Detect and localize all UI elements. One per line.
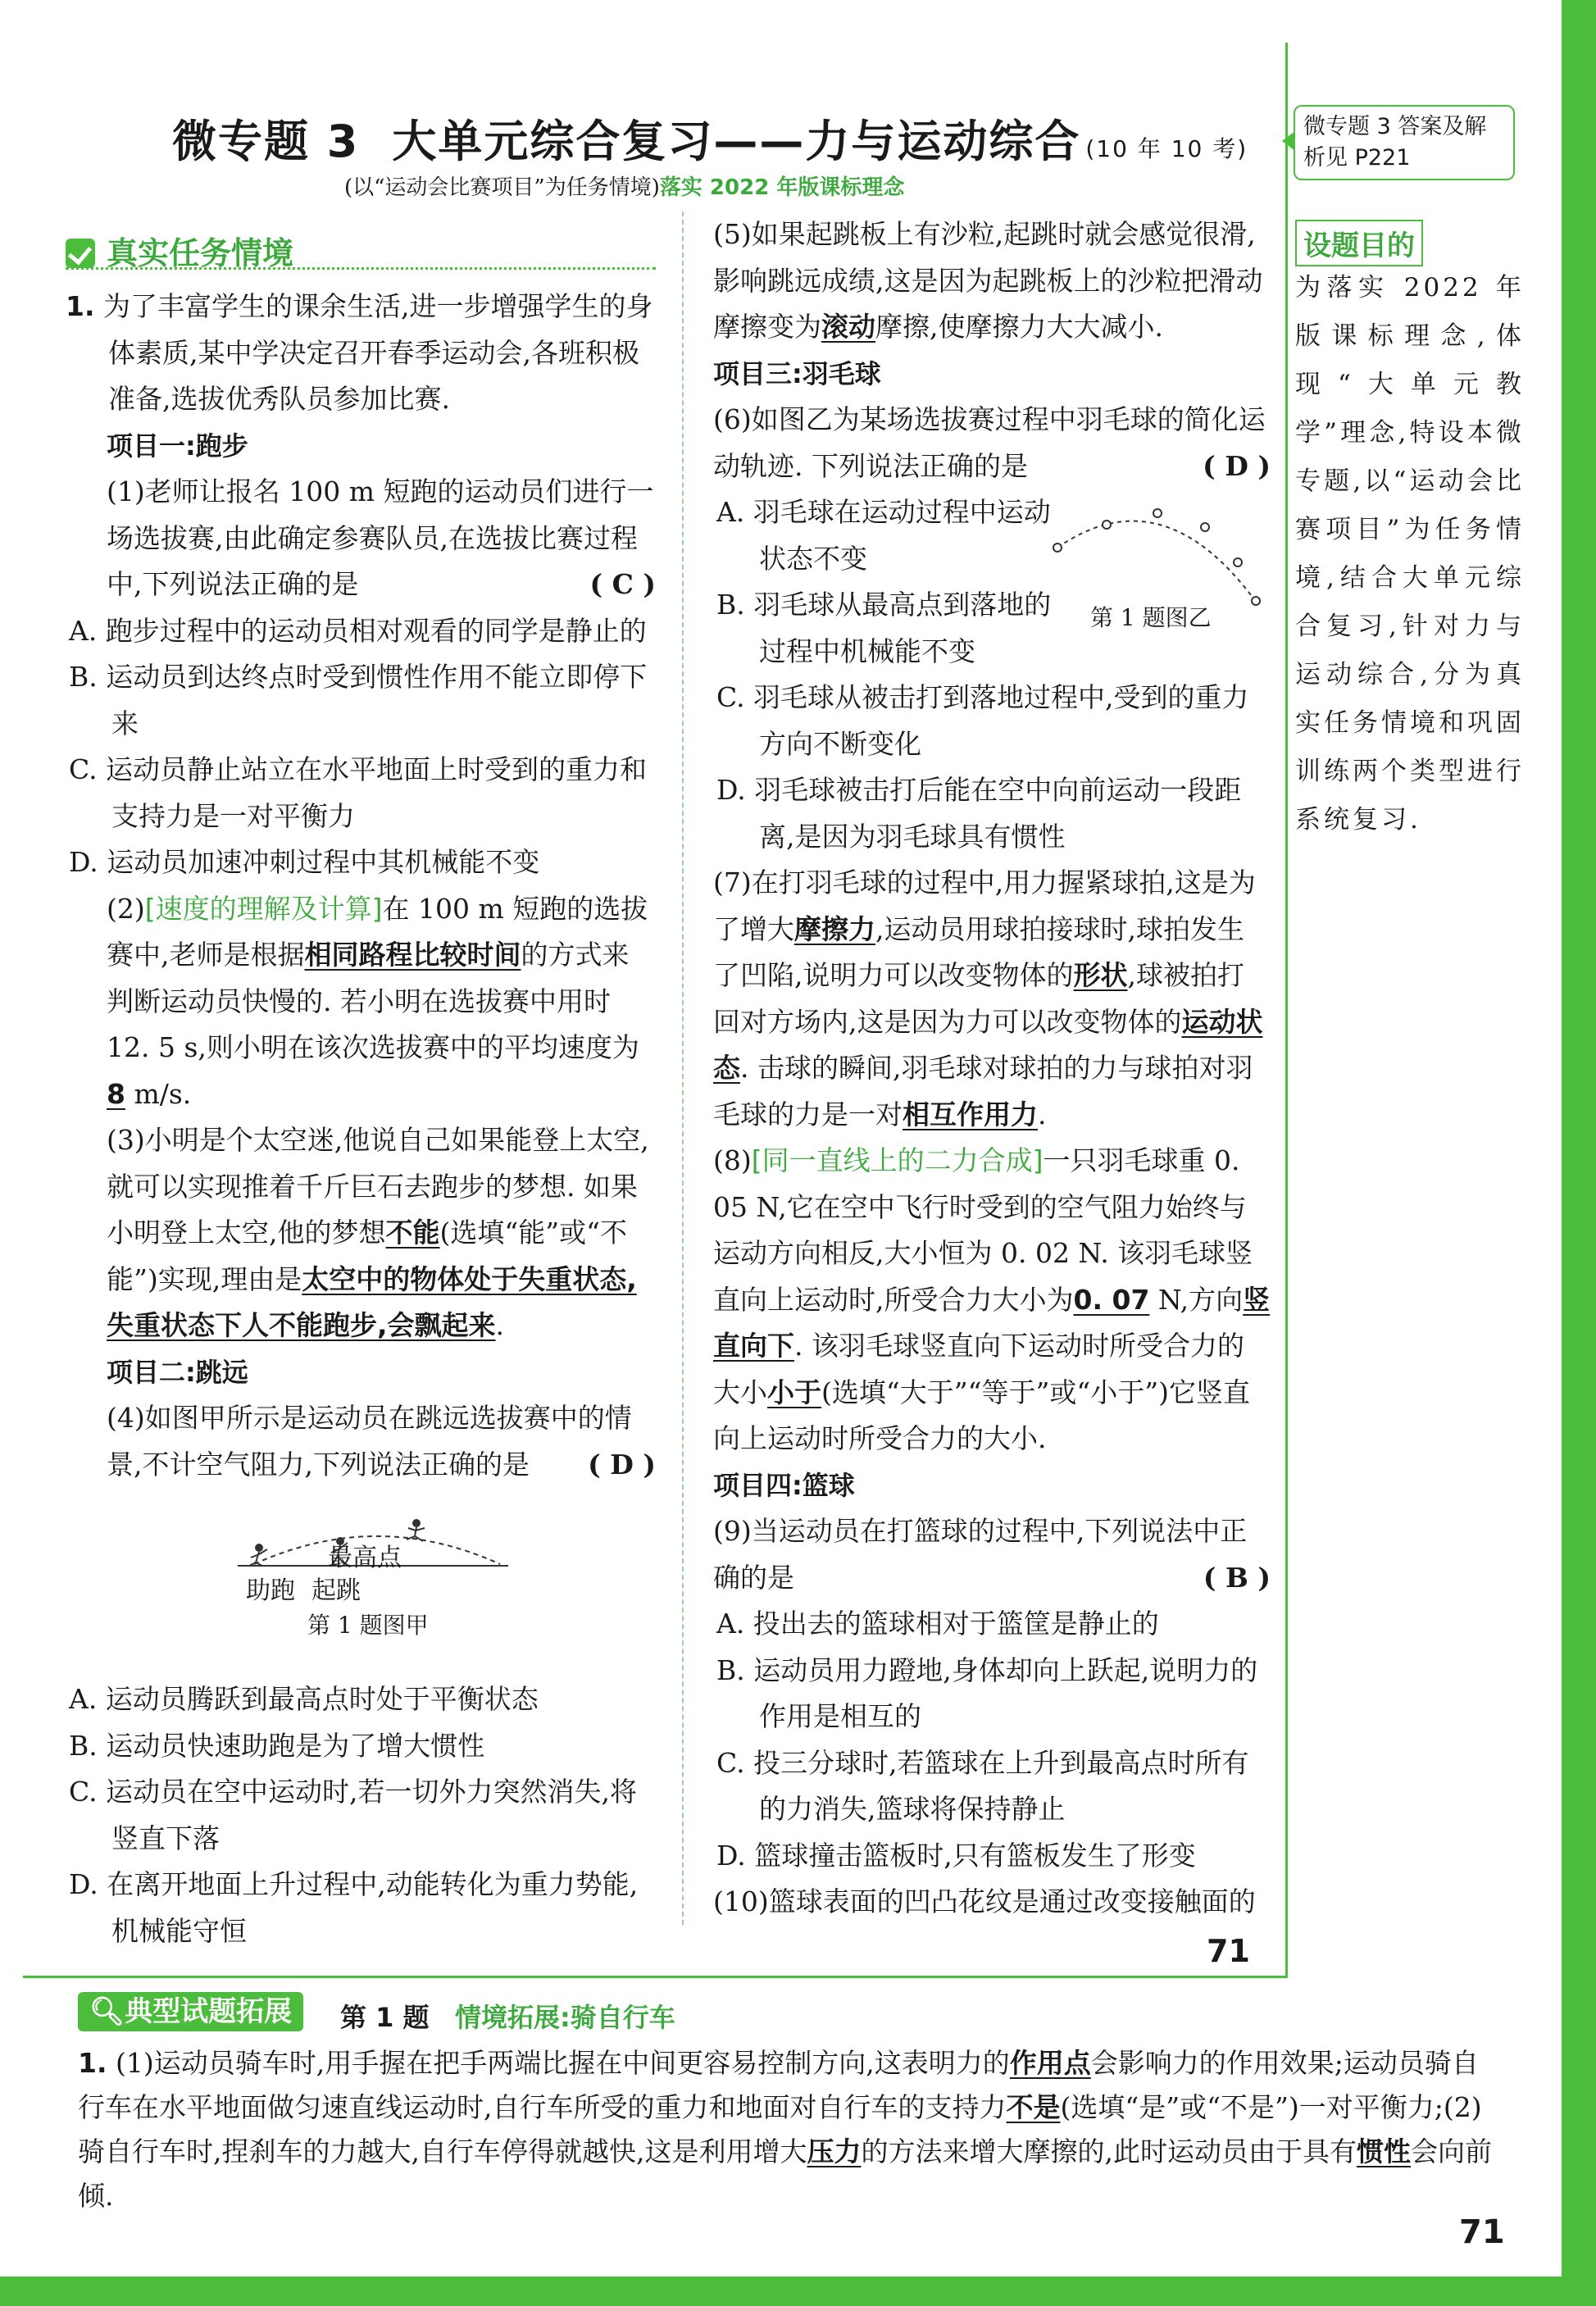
p4-answer: ( D ) <box>588 1448 656 1480</box>
ext-fill-4: 惯性 <box>1356 2135 1411 2167</box>
project-2-heading: 项目二:跳远 <box>107 1356 248 1388</box>
p5 <box>713 211 1271 351</box>
p2-tag: [速度的理解及计算] <box>144 892 383 925</box>
p9-option-a: A. 投出去的篮球相对于篮筐是静止的 <box>716 1608 1159 1640</box>
page-top-margin <box>0 0 1596 48</box>
p9-option-d: D. 篮球撞击篮板时,只有篮板发生了形变 <box>716 1839 1196 1872</box>
p8-fill-1: 0. 07 <box>1073 1283 1150 1316</box>
ext-text-c: (选填“是”或“不是”)一对平衡力;(2)骑自行车时,捏刹车的力越大,自行车停得就越快,这是利用增大 <box>78 2091 1482 2167</box>
ext-text-d: 的方法来增大摩擦的,此时运动员由于具有 <box>861 2135 1357 2167</box>
figure-1-caption: 第 1 题图甲 <box>307 1612 429 1639</box>
p3-fill-2: 太空中的物体处于失重状态,失重状态下人不能跑步,会飘起来 <box>107 1262 637 1341</box>
p2 <box>66 886 656 1118</box>
p5-text-a: (5)如果起跳板上有沙粒,起跳时就会感觉很滑,影响跳远成绩,这是因为起跳板上的沙粒把滑动摩擦变为 <box>713 218 1263 343</box>
extension-heading-text: 典型试题拓展 <box>125 1995 293 2028</box>
p9-stem <box>713 1508 1271 1601</box>
p7-fill-3: 运动状态 <box>713 1005 1263 1084</box>
p7-fill-2: 形状 <box>1073 959 1128 991</box>
extension-heading: 🔍︎典型试题拓展 <box>78 1992 303 2031</box>
p6-option-b: B. 羽毛球从最高点到落地的过程中机械能不变 <box>716 589 1052 667</box>
p2-text-c: m/s. <box>125 1077 192 1110</box>
design-purpose-heading: 设题目的 <box>1295 220 1423 266</box>
page-subtitle <box>344 171 904 201</box>
figure-2-caption: 第 1 题图乙 <box>1090 604 1212 630</box>
ext-fill-3: 压力 <box>807 2135 862 2167</box>
ext-text-e: 会向前倾. <box>78 2135 1492 2212</box>
p3-text-b: (选填“能”或“不能”)实现,理由是 <box>107 1217 627 1295</box>
p8 <box>713 1138 1271 1462</box>
page-number-bottom: 71 <box>1459 2213 1505 2251</box>
p2-fill-2: 8 <box>107 1077 125 1110</box>
p1-option-d: D. 运动员加速冲刺过程中其机械能不变 <box>69 846 540 878</box>
label-runup: 助跑 <box>246 1576 295 1605</box>
p6-stem-text: (6)如图乙为某场选拔赛过程中羽毛球的简化运动轨迹. 下列说法正确的是 <box>713 403 1266 482</box>
p6-option-d: D. 羽毛球被击打后能在空中向前运动一段距离,是因为羽毛球具有惯性 <box>716 774 1242 853</box>
column-divider <box>682 211 684 1925</box>
section-heading <box>66 228 293 273</box>
answer-reference-tag: 微专题 3 答案及解析见 P221 <box>1294 105 1515 180</box>
title-main: 微专题 3 <box>172 116 360 167</box>
p4-option-c: C. 运动员在空中运动时,若一切外力突然消失,将竖直下落 <box>69 1776 638 1854</box>
p7 <box>713 860 1271 1138</box>
project-1-heading: 项目一:跑步 <box>107 430 248 462</box>
p8-tag: [同一直线上的二力合成] <box>751 1144 1044 1176</box>
p4-option-b: B. 运动员快速助跑是为了增大惯性 <box>69 1729 485 1762</box>
design-purpose-text: 为落实 2022 年版课标理念,体现“大单元教学”理念,特设本微专题,以“运动会比赛项目”为任务情境,结合大单元综合复习,针对力与运动综合,分为真实任务情境和巩固训练两个类型进行系统复习. <box>1295 273 1525 835</box>
p1-stem <box>66 469 656 608</box>
p2-text-a: 在 100 m 短跑的选拔赛中,老师是根据 <box>107 892 648 971</box>
page-title <box>172 107 1279 170</box>
right-column <box>713 211 1271 1926</box>
p8-text-d: (选填“大于”“等于”或“小于”)它竖直向上运动时所受合力的大小. <box>713 1376 1250 1454</box>
p9-option-b: B. 运动员用力蹬地,身体却向上跃起,说明力的作用是相互的 <box>716 1653 1258 1732</box>
extension-topic: 情境拓展:骑自行车 <box>455 2002 675 2033</box>
p6-answer: ( D ) <box>1203 449 1271 482</box>
p7-text-b: ,运动员用球拍接球时,球拍发生了凹陷,说明力可以改变物体的 <box>713 912 1244 991</box>
p4-option-d: D. 在离开地面上升过程中,动能转化为重力势能,机械能守恒 <box>69 1868 639 1947</box>
q1-intro-text: 为了丰富学生的课余生活,进一步增强学生的身体素质,某中学决定召开春季运动会,各班积极准备,选拔优秀队员参加比赛. <box>103 290 653 415</box>
p1-option-a: A. 跑步过程中的运动员相对观看的同学是静止的 <box>69 614 647 647</box>
ext-fill-1: 作用点 <box>1009 2047 1091 2079</box>
title-note: (10 年 10 考) <box>1085 135 1248 162</box>
subtitle-green: 落实 2022 年版课标理念 <box>659 175 905 200</box>
p8-num: (8) <box>713 1144 752 1176</box>
green-bottom-border <box>0 2276 1596 2306</box>
ext-text-b: 会影响力的作用效果;运动员骑自行车在水平地面做匀速直线运动时,自行车所受的重力和地面对自行车的支持力 <box>78 2047 1479 2123</box>
p2-fill-1: 相同路程比较时间 <box>304 939 521 971</box>
p7-fill-1: 摩擦力 <box>794 912 875 945</box>
p2-num: (2) <box>107 892 145 925</box>
q1-intro <box>66 284 656 423</box>
p8-fill-3: 小于 <box>767 1376 821 1408</box>
section-heading-text: 真实任务情境 <box>107 235 294 271</box>
p3-text-a: (3)小明是个太空迷,他说自己如果能登上太空,就可以实现推着千斤巨石去跑步的梦想. 如果小明登上太空,他的梦想 <box>107 1124 649 1249</box>
project-4-heading: 项目四:篮球 <box>713 1469 855 1501</box>
label-highest-point: 最高点 <box>328 1544 402 1572</box>
check-icon <box>66 239 95 268</box>
title-rest: 大单元综合复习——力与运动综合 <box>392 116 1081 167</box>
p4-stem <box>66 1395 656 1488</box>
extension-body <box>78 2041 1496 2218</box>
p1-stem-text: (1)老师让报名 100 m 短跑的运动员们进行一场选拔赛,由此确定参赛队员,在选拔比赛过程中,下列说法正确的是 <box>107 475 654 600</box>
p9-stem-text: (9)当运动员在打篮球的过程中,下列说法中正确的是 <box>713 1515 1248 1594</box>
p10: (10)篮球表面的凹凸花纹是通过改变接触面的 <box>713 1885 1256 1917</box>
section-underline <box>66 267 656 270</box>
p7-text-e: . <box>1038 1098 1047 1130</box>
p6-stem <box>713 397 1271 489</box>
p5-fill: 滚动 <box>821 311 875 343</box>
p8-text-b: N,方向 <box>1149 1283 1244 1316</box>
p4-stem-text: (4)如图甲所示是运动员在跳远选拔赛中的情景,不计空气阻力,下列说法正确的是 <box>107 1402 632 1480</box>
p7-text-d: . 击球的瞬间,羽毛球对球拍的力与球拍对羽毛球的力是一对 <box>713 1052 1253 1130</box>
project-3-heading: 项目三:羽毛球 <box>713 357 881 389</box>
p9-answer: ( B ) <box>1203 1561 1271 1594</box>
page-left-margin <box>0 0 18 2306</box>
p1-option-b: B. 运动员到达终点时受到惯性作用不能立即停下来 <box>69 661 648 739</box>
p6-option-c: C. 羽毛球从被击打到落地过程中,受到的重力方向不断变化 <box>716 681 1249 760</box>
p7-fill-4: 相互作用力 <box>903 1098 1038 1130</box>
p8-text-a: 一只羽毛球重 0. 05 N,它在空中飞行时受到的空气阻力始终与运动方向相反,大小恒为 0. 02 N. 该羽毛球竖直向上运动时,所受合力大小为 <box>713 1144 1253 1316</box>
p7-text-a: (7)在打羽毛球的过程中,用力握紧球拍,这是为了增大 <box>713 866 1256 945</box>
extension-question-number: 第 1 题 <box>340 2002 430 2033</box>
extension-number: 1. <box>78 2047 107 2079</box>
shuttlecock-trajectory-figure <box>1041 482 1279 630</box>
left-column <box>66 284 656 1954</box>
long-jump-figure <box>230 1517 525 1640</box>
ext-text-a: (1)运动员骑车时,用手握在把手两端比握在中间更容易控制方向,这表明力的 <box>116 2047 1010 2079</box>
p2-text-b: 的方式来判断运动员快慢的. 若小明在选拔赛中用时 12. 5 s,则小明在该次选拔赛中的平均速度为 <box>107 939 639 1063</box>
p3-text-c: . <box>495 1309 505 1341</box>
p1-answer: ( C ) <box>589 568 656 600</box>
p4-option-a: A. 运动员腾跃到最高点时处于平衡状态 <box>69 1683 539 1715</box>
p8-text-c: . 该羽毛球竖直向下运动时所受合力的大小 <box>713 1330 1244 1408</box>
p3-fill-1: 不能 <box>385 1217 440 1249</box>
p1-option-c: C. 运动员静止站立在水平地面上时受到的重力和支持力是一对平衡力 <box>69 753 648 832</box>
p9-option-c: C. 投三分球时,若篮球在上升到最高点时所有的力消失,篮球将保持静止 <box>716 1746 1249 1825</box>
page-number: 71 <box>1207 1933 1250 1969</box>
ext-fill-2: 不是 <box>1006 2091 1061 2123</box>
p6-option-a: A. 羽毛球在运动过程中运动状态不变 <box>716 496 1051 575</box>
p8-fill-2: 竖直向下 <box>713 1283 1271 1362</box>
p5-text-b: 摩擦,使摩擦力大大减小. <box>875 311 1163 343</box>
subtitle-prefix: (以“运动会比赛项目”为任务情境) <box>344 175 660 200</box>
question-number: 1. <box>66 290 95 322</box>
label-takeoff: 起跳 <box>311 1576 361 1605</box>
p7-text-c: ,球被拍打回对方场内,这是因为力可以改变物体的 <box>713 959 1244 1038</box>
green-right-border <box>1562 0 1596 2306</box>
p3 <box>66 1117 656 1349</box>
